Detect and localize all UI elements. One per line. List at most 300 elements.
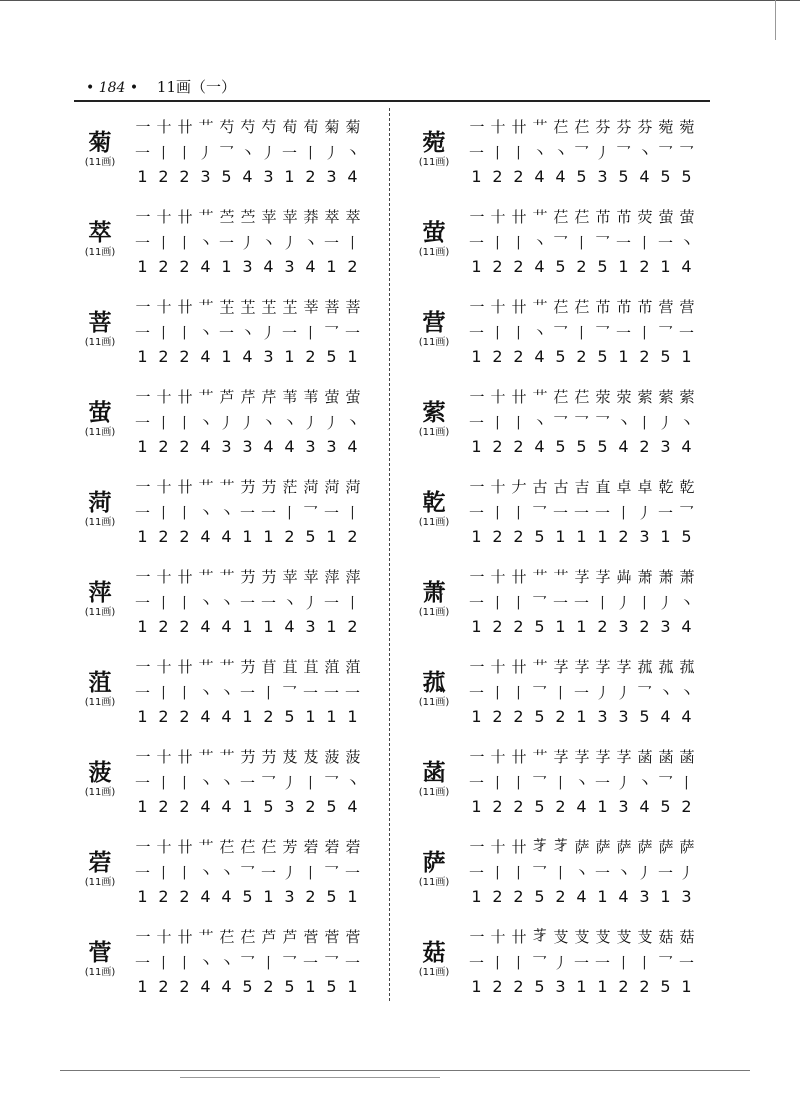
stroke-numbers-item: 1 (576, 977, 587, 996)
stroke-sequence-item: 丶 (344, 144, 360, 162)
char-entry (404, 918, 704, 1008)
stroke-progression-item: 芓 (616, 748, 631, 766)
stroke-numbers-item: 1 (137, 977, 148, 996)
stroke-sequence-item: 丨 (510, 684, 526, 702)
stroke-sequence-item: 一 (134, 414, 150, 432)
stroke-sequence-item: 乛 (239, 954, 255, 972)
stroke-sequence-item: 丶 (197, 684, 213, 702)
stroke-progression-item: 萍 (345, 568, 360, 586)
stroke-numbers-item: 2 (158, 887, 169, 906)
stroke-progression-item: 萨 (679, 838, 694, 856)
section-title: 11画（一） (156, 78, 237, 96)
stroke-sequence (466, 412, 697, 433)
char-label (70, 310, 130, 350)
stroke-sequence-item: 一 (239, 504, 255, 522)
char-entry (404, 288, 704, 378)
stroke-numbers-item: 4 (618, 437, 629, 456)
stroke-progression-item: 芀 (261, 568, 276, 586)
stroke-numbers-item: 2 (492, 887, 503, 906)
stroke-progression-item: 十 (490, 118, 505, 136)
stroke-numbers-item: 4 (242, 167, 253, 186)
stroke-sequence-item: 丨 (573, 234, 589, 252)
stroke-progression-item: 卄 (177, 478, 192, 496)
stroke-sequence-item: 一 (468, 684, 484, 702)
stroke-progression (132, 386, 363, 407)
stroke-numbers-item: 2 (492, 347, 503, 366)
page-number: • 184 • (86, 80, 139, 96)
stroke-sequence-item: 乛 (531, 504, 547, 522)
stroke-sequence-item: 一 (218, 324, 234, 342)
stroke-count: (11画) (84, 157, 116, 168)
char-entry (70, 738, 370, 828)
stroke-progression-item: 艹 (532, 208, 547, 226)
stroke-progression-item: 艹 (532, 568, 547, 586)
stroke-sequence-item: 丨 (155, 954, 171, 972)
stroke-numbers-item: 2 (576, 347, 587, 366)
stroke-numbers-item: 2 (347, 257, 358, 276)
stroke-progression-item: 芬 (616, 118, 631, 136)
stroke-numbers-item: 3 (555, 977, 566, 996)
stroke-numbers-item: 2 (158, 437, 169, 456)
stroke-sequence-item: 丨 (594, 594, 610, 612)
stroke-progression-item: 芇 (595, 298, 610, 316)
stroke-numbers-item: 3 (618, 797, 629, 816)
stroke-progression-item: 艹 (198, 658, 213, 676)
stroke-sequence-item: 一 (302, 684, 318, 702)
stroke-numbers-item: 5 (639, 707, 650, 726)
char-label (404, 670, 464, 710)
stroke-numbers-item: 4 (555, 167, 566, 186)
stroke-progression (132, 206, 363, 227)
stroke-numbers-item: 2 (179, 527, 190, 546)
stroke-sequence-item: 丨 (489, 234, 505, 252)
stroke-sequence-item: 丶 (344, 414, 360, 432)
stroke-numbers-item: 2 (179, 977, 190, 996)
stroke-numbers-item: 1 (137, 167, 148, 186)
stroke-progression-item: 卄 (511, 658, 526, 676)
stroke-sequence-item: 一 (134, 144, 150, 162)
stroke-numbers-item: 2 (305, 797, 316, 816)
stroke-numbers-item: 3 (305, 437, 316, 456)
stroke-numbers-item: 1 (326, 527, 337, 546)
stroke-sequence (132, 682, 363, 703)
stroke-progression-item: 十 (156, 298, 171, 316)
stroke-progression-item: 十 (156, 388, 171, 406)
stroke-sequence-item: 丿 (678, 864, 694, 882)
stroke-numbers-item: 2 (158, 347, 169, 366)
header-rule (74, 100, 710, 102)
stroke-numbers-item: 1 (471, 347, 482, 366)
stroke-sequence-item: 丨 (176, 684, 192, 702)
stroke-progression-item: 菠 (345, 748, 360, 766)
stroke-progression-item: 芔 (616, 568, 631, 586)
stroke-progression (132, 746, 363, 767)
stroke-sequence-item: 乛 (218, 144, 234, 162)
stroke-progression-item: 艹 (532, 748, 547, 766)
stroke-numbers-item: 4 (263, 437, 274, 456)
stroke-numbers-item: 5 (326, 347, 337, 366)
stroke-progression-item: 芢 (553, 298, 568, 316)
stroke-count: (11画) (84, 427, 116, 438)
stroke-progression (132, 836, 363, 857)
stroke-progression-item: 苴 (282, 658, 297, 676)
stroke-numbers-item: 2 (179, 887, 190, 906)
stroke-progression-item: 芏 (219, 298, 234, 316)
stroke-progression-item: 萨 (616, 838, 631, 856)
stroke-numbers-item: 2 (555, 797, 566, 816)
stroke-progression-item: 萤 (324, 388, 339, 406)
stroke-progression-item: 萦 (637, 388, 652, 406)
char-entry (404, 558, 704, 648)
stroke-numbers-item: 1 (555, 527, 566, 546)
stroke-sequence-item: 丨 (489, 954, 505, 972)
stroke-numbers-item: 1 (555, 617, 566, 636)
stroke-sequence-item: 乛 (531, 774, 547, 792)
stroke-numbers-item: 5 (284, 707, 295, 726)
footer-rule-short (180, 1077, 440, 1078)
stroke-sequence-item: 一 (134, 324, 150, 342)
char-entry (404, 468, 704, 558)
stroke-numbers-item: 5 (681, 527, 692, 546)
stroke-progression-item: 苎 (219, 208, 234, 226)
stroke-numbers-item: 4 (305, 257, 316, 276)
stroke-progression-item: 芀 (240, 658, 255, 676)
stroke-progression-item: 一 (135, 838, 150, 856)
stroke-sequence-item: 丨 (552, 774, 568, 792)
stroke-sequence-item: 丨 (302, 324, 318, 342)
stroke-progression-item: 艹 (198, 478, 213, 496)
stroke-numbers-item: 5 (242, 977, 253, 996)
stroke-numbers-item: 5 (242, 887, 253, 906)
stroke-progression-item: 苇 (303, 388, 318, 406)
stroke-progression-item: 芆 (553, 928, 568, 946)
stroke-sequence-item: 乛 (636, 684, 652, 702)
stroke-sequence-item: 一 (594, 504, 610, 522)
stroke-sequence-item: 乛 (281, 954, 297, 972)
stroke-numbers-item: 1 (681, 977, 692, 996)
stroke-progression-item: 艹 (532, 658, 547, 676)
stroke-numbers-item: 2 (618, 977, 629, 996)
stroke-numbers-item: 4 (221, 797, 232, 816)
stroke-numbers-item: 4 (200, 527, 211, 546)
stroke-sequence-item: 一 (573, 954, 589, 972)
stroke-progression-item: 卄 (511, 388, 526, 406)
stroke-sequence-item: 一 (344, 954, 360, 972)
stroke-progression-item: 艹 (553, 568, 568, 586)
stroke-progression-item: 卄 (511, 298, 526, 316)
stroke-numbers-item: 1 (242, 527, 253, 546)
left-column (70, 108, 370, 1008)
stroke-progression-item: 卓 (637, 478, 652, 496)
stroke-numbers-item: 4 (284, 437, 295, 456)
stroke-progression (466, 746, 697, 767)
stroke-sequence-item: 丨 (678, 774, 694, 792)
stroke-numbers-item: 3 (284, 797, 295, 816)
stroke-numbers (132, 617, 363, 636)
stroke-sequence-item: 丨 (489, 864, 505, 882)
stroke-sequence-item: 丨 (155, 414, 171, 432)
char-label (404, 400, 464, 440)
stroke-sequence-item: 一 (468, 504, 484, 522)
stroke-progression-item: 芆 (595, 928, 610, 946)
stroke-progression-item: 乾 (679, 478, 694, 496)
stroke-sequence-item: 一 (134, 504, 150, 522)
stroke-sequence-item: 丶 (197, 594, 213, 612)
stroke-sequence-item: 一 (678, 954, 694, 972)
stroke-numbers (132, 977, 363, 996)
stroke-progression (466, 296, 697, 317)
stroke-numbers-item: 2 (263, 977, 274, 996)
stroke-sequence-item: 乛 (531, 954, 547, 972)
stroke-progression (132, 116, 363, 137)
stroke-numbers-item: 1 (242, 797, 253, 816)
stroke-sequence-item: 乛 (657, 144, 673, 162)
stroke-progression-item: 芓 (574, 568, 589, 586)
stroke-numbers-item: 4 (534, 347, 545, 366)
stroke-count: (11画) (418, 337, 450, 348)
stroke-progression-item: 一 (135, 208, 150, 226)
stroke-numbers-item: 5 (660, 347, 671, 366)
stroke-numbers-item: 4 (681, 707, 692, 726)
stroke-numbers-item: 2 (492, 977, 503, 996)
stroke-sequence (132, 862, 363, 883)
stroke-progression-item: 艹 (219, 478, 234, 496)
stroke-progression (466, 836, 697, 857)
stroke-count: (11画) (84, 697, 116, 708)
stroke-sequence (466, 952, 697, 973)
stroke-progression-item: 营 (679, 298, 694, 316)
stroke-numbers-item: 1 (326, 707, 337, 726)
headword-char: 菰 (422, 669, 446, 696)
stroke-numbers-item: 4 (200, 887, 211, 906)
stroke-numbers-item: 2 (513, 617, 524, 636)
stroke-progression-item: 菡 (679, 748, 694, 766)
stroke-progression-item: 卄 (177, 748, 192, 766)
stroke-progression (466, 386, 697, 407)
stroke-numbers-item: 2 (158, 617, 169, 636)
stroke-progression-item: 艹 (532, 388, 547, 406)
stroke-progression-item: 一 (469, 838, 484, 856)
stroke-sequence-item: 丨 (344, 234, 360, 252)
stroke-numbers-item: 4 (681, 617, 692, 636)
stroke-sequence-item: 丶 (281, 594, 297, 612)
stroke-progression-item: 卄 (177, 838, 192, 856)
headword-char: 菹 (88, 669, 112, 696)
stroke-numbers-item: 1 (576, 707, 587, 726)
stroke-numbers-item: 1 (471, 617, 482, 636)
stroke-progression (132, 296, 363, 317)
stroke-progression-item: 乾 (658, 478, 673, 496)
char-label (404, 580, 464, 620)
headword-char: 萨 (422, 849, 446, 876)
stroke-sequence-item: 乛 (552, 234, 568, 252)
stroke-numbers (466, 707, 697, 726)
char-label (404, 310, 464, 350)
stroke-progression-item: 芆 (574, 928, 589, 946)
stroke-numbers-item: 5 (597, 347, 608, 366)
stroke-sequence (466, 772, 697, 793)
stroke-sequence-item: 丶 (531, 144, 547, 162)
stroke-numbers-item: 1 (242, 617, 253, 636)
stroke-sequence-item: 丶 (573, 774, 589, 792)
stroke-sequence-item: 丨 (281, 504, 297, 522)
stroke-numbers-item: 1 (305, 977, 316, 996)
stroke-progression-item: 古 (532, 478, 547, 496)
stroke-numbers-item: 1 (597, 887, 608, 906)
stroke-progression-item: 芍 (261, 118, 276, 136)
stroke-sequence-item: 丨 (176, 954, 192, 972)
stroke-progression (132, 926, 363, 947)
stroke-progression-item: 古 (553, 478, 568, 496)
stroke-numbers-item: 5 (534, 797, 545, 816)
stroke-numbers-item: 2 (513, 257, 524, 276)
stroke-sequence-item: 一 (134, 594, 150, 612)
stroke-numbers-item: 4 (221, 617, 232, 636)
stroke-progression-item: 芓 (595, 658, 610, 676)
stroke-sequence-item: 丨 (510, 864, 526, 882)
stroke-numbers (132, 167, 363, 186)
stroke-numbers-item: 5 (284, 977, 295, 996)
stroke-numbers-item: 1 (284, 167, 295, 186)
stroke-numbers-item: 1 (347, 977, 358, 996)
stroke-sequence-item: 一 (594, 774, 610, 792)
stroke-numbers-item: 5 (597, 257, 608, 276)
stroke-numbers-item: 1 (576, 617, 587, 636)
stroke-progression-item: 卄 (177, 208, 192, 226)
stroke-numbers-item: 1 (263, 887, 274, 906)
stroke-sequence-item: 一 (573, 684, 589, 702)
stroke-numbers-item: 2 (492, 617, 503, 636)
stroke-numbers-item: 5 (555, 347, 566, 366)
stroke-progression-item: 十 (490, 388, 505, 406)
stroke-sequence-item: 一 (344, 324, 360, 342)
stroke-sequence-item: 丿 (323, 144, 339, 162)
stroke-sequence-item: 丨 (176, 414, 192, 432)
stroke-numbers-item: 1 (471, 707, 482, 726)
stroke-progression-item: 芀 (261, 478, 276, 496)
stroke-sequence-item: 乛 (323, 864, 339, 882)
stroke-numbers-item: 1 (326, 617, 337, 636)
char-label (70, 670, 130, 710)
stroke-progression-item: 芓 (616, 658, 631, 676)
stroke-numbers-item: 2 (263, 707, 274, 726)
stroke-progression-item: 萤 (345, 388, 360, 406)
stroke-progression-item: 茫 (282, 478, 297, 496)
stroke-progression-item: 一 (469, 658, 484, 676)
stroke-sequence-item: 丶 (218, 594, 234, 612)
stroke-progression-item: 一 (469, 208, 484, 226)
stroke-sequence-item: 丨 (155, 324, 171, 342)
stroke-numbers-item: 2 (179, 167, 190, 186)
stroke-numbers-item: 4 (200, 977, 211, 996)
stroke-sequence-item: 一 (260, 504, 276, 522)
stroke-numbers-item: 2 (492, 167, 503, 186)
stroke-sequence-item: 乛 (323, 954, 339, 972)
stroke-sequence-item: 丨 (615, 504, 631, 522)
stroke-sequence-item: 丿 (281, 864, 297, 882)
stroke-progression-item: 荧 (637, 208, 652, 226)
stroke-progression-item: 芦 (261, 928, 276, 946)
stroke-numbers-item: 5 (534, 707, 545, 726)
stroke-count: (11画) (418, 517, 450, 528)
stroke-sequence-item: 丶 (531, 324, 547, 342)
stroke-numbers (466, 797, 697, 816)
char-label (70, 760, 130, 800)
stroke-numbers-item: 4 (347, 437, 358, 456)
stroke-progression-item: 芢 (219, 928, 234, 946)
stroke-numbers-item: 2 (179, 797, 190, 816)
stroke-progression-item: 菊 (345, 118, 360, 136)
stroke-sequence-item: 一 (323, 504, 339, 522)
stroke-count: (11画) (84, 337, 116, 348)
stroke-sequence (466, 682, 697, 703)
stroke-progression (466, 656, 697, 677)
stroke-numbers-item: 3 (597, 167, 608, 186)
stroke-sequence-item: 丨 (636, 234, 652, 252)
stroke-sequence-item: 丨 (176, 324, 192, 342)
stroke-progression-item: 一 (469, 298, 484, 316)
stroke-sequence-item: 一 (615, 234, 631, 252)
stroke-sequence-item: 丶 (218, 954, 234, 972)
headword-char: 菏 (88, 489, 112, 516)
stroke-numbers-item: 2 (492, 797, 503, 816)
stroke-progression-item: 芏 (240, 298, 255, 316)
stroke-sequence-item: 丨 (344, 594, 360, 612)
stroke-sequence-item: 丨 (489, 414, 505, 432)
stroke-numbers-item: 2 (492, 257, 503, 276)
stroke-sequence-item: 乛 (323, 324, 339, 342)
stroke-numbers-item: 2 (513, 347, 524, 366)
stroke-sequence-item: 丨 (176, 594, 192, 612)
scan-edge (0, 0, 800, 1)
stroke-progression-item: 菀 (679, 118, 694, 136)
stroke-sequence-item: 一 (134, 684, 150, 702)
stroke-numbers-item: 2 (597, 617, 608, 636)
stroke-count: (11画) (418, 787, 450, 798)
stroke-numbers-item: 4 (200, 797, 211, 816)
stroke-sequence-item: 乛 (678, 504, 694, 522)
stroke-progression-item: 艹 (198, 298, 213, 316)
stroke-count: (11画) (418, 607, 450, 618)
stroke-numbers-item: 1 (221, 257, 232, 276)
stroke-numbers-item: 2 (618, 527, 629, 546)
stroke-sequence-item: 一 (594, 864, 610, 882)
stroke-sequence-item: 一 (260, 864, 276, 882)
stroke-numbers-item: 3 (284, 887, 295, 906)
stroke-progression-item: 荥 (595, 388, 610, 406)
stroke-progression-item: 苴 (303, 658, 318, 676)
stroke-progression-item: 菹 (324, 658, 339, 676)
stroke-progression-item: 营 (658, 298, 673, 316)
stroke-sequence-item: 丶 (197, 954, 213, 972)
stroke-numbers-item: 3 (242, 257, 253, 276)
stroke-progression-item: 十 (490, 838, 505, 856)
stroke-progression-item: 芢 (553, 388, 568, 406)
stroke-sequence-item: 丨 (510, 324, 526, 342)
stroke-sequence-item: 丶 (678, 594, 694, 612)
stroke-numbers-item: 1 (284, 347, 295, 366)
stroke-progression-item: 十 (156, 208, 171, 226)
stroke-count: (11画) (418, 157, 450, 168)
stroke-progression-item: 芆 (616, 928, 631, 946)
stroke-progression-item: 艹 (198, 928, 213, 946)
stroke-sequence-item: 丶 (197, 324, 213, 342)
stroke-sequence-item: 丶 (197, 234, 213, 252)
stroke-progression-item: 菏 (345, 478, 360, 496)
stroke-progression-item: 苹 (282, 568, 297, 586)
stroke-sequence-item: 乛 (573, 144, 589, 162)
stroke-progression-item: 卄 (511, 838, 526, 856)
